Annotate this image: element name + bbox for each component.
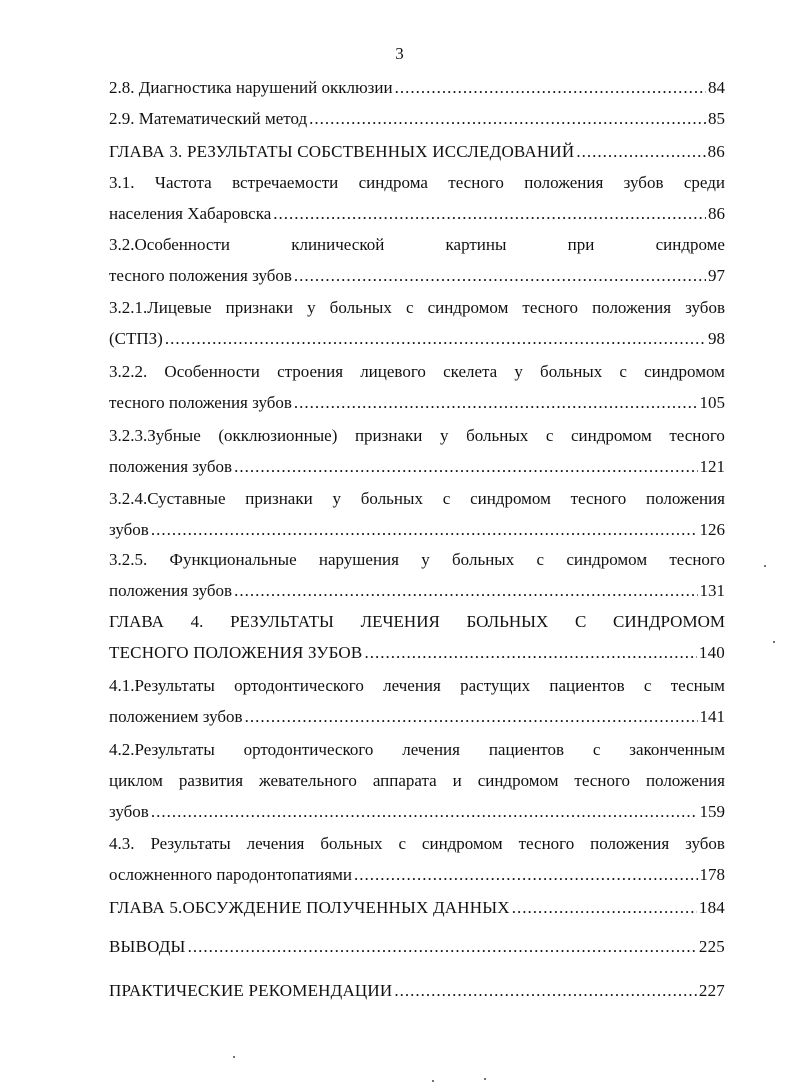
toc-entry: [109, 864, 725, 886]
toc-word: у: [332, 489, 341, 508]
toc-entry-title: (СТПЗ): [109, 329, 163, 348]
scan-speck: [432, 1080, 434, 1082]
toc-word: положения: [645, 489, 725, 508]
toc-entry-page: 141: [699, 707, 725, 726]
toc-entry-page: 131: [699, 581, 725, 600]
toc-entry-page: 178: [699, 865, 725, 884]
toc-entry: [109, 203, 725, 225]
toc-entry-title: положения зубов: [109, 457, 233, 476]
toc-word: синдромом: [470, 489, 551, 508]
toc-word: Особенности: [164, 362, 260, 381]
toc-line: [109, 675, 725, 697]
toc-entry: [109, 642, 725, 664]
toc-word: БОЛЬНЫХ: [466, 612, 549, 631]
dot-leader: [188, 936, 697, 958]
toc-word: синдромом: [477, 771, 559, 790]
toc-word: 3.1.: [109, 173, 135, 192]
toc-entry-page: 84: [708, 78, 725, 97]
toc-entry: [109, 980, 725, 1002]
toc-entry-page: 225: [698, 937, 725, 956]
toc-word: законченным: [629, 740, 725, 759]
scan-speck: [233, 1056, 235, 1058]
toc-entry: [109, 141, 725, 163]
toc-word: с: [405, 298, 414, 317]
toc-line: [109, 833, 725, 855]
toc-entry-page: 126: [699, 520, 725, 539]
toc-entry: [109, 265, 725, 287]
toc-word: 3.2.2.: [109, 362, 148, 381]
toc-word: 4.2.Результаты: [109, 740, 215, 759]
toc-word: с: [619, 362, 627, 381]
toc-entry: [109, 328, 725, 350]
toc-entry: [109, 801, 725, 823]
toc-word: ортодонтического: [234, 676, 364, 695]
toc-word: у: [514, 362, 523, 381]
toc-entry-title: ВЫВОДЫ: [109, 937, 186, 956]
toc-entry-page: 85: [708, 109, 725, 128]
toc-line: [109, 770, 725, 792]
toc-entry-title: положения зубов: [109, 581, 233, 600]
dot-leader: [354, 864, 698, 886]
toc-entry-page: 140: [698, 643, 725, 662]
toc-entry: [109, 456, 725, 478]
toc-word: больных: [320, 834, 383, 853]
page-number: 3: [395, 44, 404, 63]
toc-word: 4.3.: [109, 834, 135, 853]
toc-word: ортодонтического: [243, 740, 374, 759]
toc-word: признаки: [245, 489, 313, 508]
toc-word: ЛЕЧЕНИЯ: [360, 612, 440, 631]
toc-word: встречаемости: [232, 173, 339, 192]
toc-word: синдромом: [566, 550, 648, 569]
toc-word: у: [421, 550, 430, 569]
toc-word: лечения: [246, 834, 305, 853]
toc-word: С: [574, 612, 587, 631]
scan-speck: [764, 565, 766, 567]
toc-entry-title: населения Хабаровска: [109, 204, 272, 223]
toc-entry-page: 86: [707, 142, 725, 161]
toc-entry: [109, 706, 725, 728]
toc-word: 4.1.Результаты: [109, 676, 215, 695]
toc-word: циклом: [109, 771, 163, 790]
toc-word: клинической: [291, 235, 385, 254]
toc-entry: [109, 108, 725, 130]
toc-entry-title: осложненного пародонтопатиями: [109, 865, 352, 884]
toc-word: 3.2.1.Лицевые: [109, 298, 212, 317]
toc-word: синдрома: [358, 173, 428, 192]
toc-word: положения: [524, 173, 604, 192]
toc-entry-title: зубов: [109, 802, 149, 821]
toc-line: [109, 297, 725, 319]
toc-word: положения: [590, 834, 670, 853]
scan-speck: [773, 641, 775, 643]
toc-word: лечения: [402, 740, 460, 759]
toc-line: [109, 488, 725, 510]
toc-entry-title: тесного положения зубов: [109, 393, 292, 412]
toc-word: СИНДРОМОМ: [613, 612, 725, 631]
toc-word: тесного: [570, 489, 627, 508]
toc-word: синдромом: [570, 426, 652, 445]
toc-entry-title: 2.9. Математический метод: [109, 109, 308, 128]
toc-entry-page: 227: [698, 981, 725, 1000]
toc-word: у: [307, 298, 316, 317]
toc-word: у: [439, 426, 449, 445]
toc-word: нарушения: [318, 550, 399, 569]
toc-entry-title: ГЛАВА 5.ОБСУЖДЕНИЕ ПОЛУЧЕННЫХ ДАННЫХ: [109, 898, 510, 917]
toc-word: скелета: [443, 362, 498, 381]
toc-word: признаки: [354, 426, 423, 445]
toc-word: жевательного: [259, 771, 357, 790]
dot-leader: [151, 801, 698, 823]
toc-entry: [109, 392, 725, 414]
toc-entry-page: 86: [708, 204, 725, 223]
toc-word: больных: [452, 550, 515, 569]
dot-leader: [234, 456, 697, 478]
toc-word: положения: [592, 298, 672, 317]
toc-entry: [109, 936, 725, 958]
dot-leader: [273, 203, 706, 225]
toc-word: лечения: [383, 676, 441, 695]
toc-entry-title: зубов: [109, 520, 149, 539]
toc-entry-title: ГЛАВА 3. РЕЗУЛЬТАТЫ СОБСТВЕННЫХ ИССЛЕДОВАНИЙ: [109, 142, 575, 161]
toc-line: [109, 172, 725, 194]
toc-line: [109, 549, 725, 571]
toc-word: тесного: [448, 173, 504, 192]
toc-line: [109, 361, 725, 383]
toc-entry-title: тесного положения зубов: [109, 266, 292, 285]
toc-word: больных: [466, 426, 529, 445]
toc-word: 4.: [190, 612, 204, 631]
toc-word: лицевого: [360, 362, 426, 381]
toc-entry: [109, 77, 725, 99]
toc-word: положения: [645, 771, 725, 790]
toc-word: с: [592, 740, 601, 759]
toc-entry-page: 184: [698, 898, 725, 917]
toc-entry-page: 98: [708, 329, 725, 348]
toc-word: больных: [329, 298, 392, 317]
toc-word: развития: [178, 771, 244, 790]
toc-word: тесного: [574, 771, 630, 790]
toc-word: картины: [445, 235, 507, 254]
toc-word: среди: [683, 173, 725, 192]
dot-leader: [364, 642, 696, 664]
toc-line: [109, 234, 725, 256]
toc-word: зубов: [685, 298, 725, 317]
toc-word: 3.2.4.Суставные: [109, 489, 226, 508]
toc-line: [109, 611, 725, 633]
dot-leader: [294, 265, 706, 287]
toc-word: с: [398, 834, 406, 853]
toc-word: больных: [360, 489, 423, 508]
toc-entry: [109, 897, 725, 919]
toc-word: строения: [277, 362, 344, 381]
toc-word: 3.2.5.: [109, 550, 148, 569]
toc-line: [109, 425, 725, 447]
toc-word: признаки: [225, 298, 294, 317]
dot-leader: [234, 580, 697, 602]
toc-word: 3.2.3.Зубные: [109, 426, 201, 445]
toc-word: больных: [540, 362, 603, 381]
toc-word: синдромом: [644, 362, 725, 381]
toc-word: с: [536, 550, 545, 569]
toc-word: тесным: [670, 676, 725, 695]
dot-leader: [165, 328, 706, 350]
toc-word: Частота: [154, 173, 212, 192]
toc-entry-page: 97: [708, 266, 725, 285]
dot-leader: [151, 519, 698, 541]
toc-entry-page: 105: [699, 393, 725, 412]
dot-leader: [294, 392, 698, 414]
toc-word: пациентов: [488, 740, 565, 759]
dot-leader: [245, 706, 698, 728]
toc-entry-page: 121: [699, 457, 725, 476]
dot-leader: [394, 980, 697, 1002]
toc-word: тесного: [522, 298, 578, 317]
toc-word: синдроме: [655, 235, 725, 254]
toc-word: тесного: [669, 426, 725, 445]
dot-leader: [576, 141, 705, 163]
dot-leader: [309, 108, 706, 130]
toc-word: пациентов: [549, 676, 625, 695]
toc-word: растущих: [460, 676, 531, 695]
toc-word: с: [643, 676, 652, 695]
toc-word: зубов: [623, 173, 664, 192]
toc-entry: [109, 580, 725, 602]
scan-speck: [484, 1078, 486, 1080]
toc-word: тесного: [669, 550, 725, 569]
toc-line: [109, 739, 725, 761]
toc-word: тесного: [518, 834, 575, 853]
toc-word: и: [452, 771, 462, 790]
toc-entry: [109, 519, 725, 541]
toc-word: зубов: [685, 834, 725, 853]
toc-word: синдромом: [427, 298, 509, 317]
toc-word: РЕЗУЛЬТАТЫ: [230, 612, 334, 631]
toc-entry-title: 2.8. Диагностика нарушений окклюзии: [109, 78, 393, 97]
toc-word: Результаты: [150, 834, 231, 853]
toc-entry-page: 159: [699, 802, 725, 821]
toc-entry-title: ТЕСНОГО ПОЛОЖЕНИЯ ЗУБОВ: [109, 643, 363, 662]
toc-word: (окклюзионные): [218, 426, 338, 445]
toc-word: при: [567, 235, 595, 254]
toc-entry-title: ПРАКТИЧЕСКИЕ РЕКОМЕНДАЦИИ: [109, 981, 393, 1000]
toc-entry-title: положением зубов: [109, 707, 243, 726]
toc-word: аппарата: [372, 771, 437, 790]
toc-word: синдромом: [421, 834, 503, 853]
toc-word: ГЛАВА: [109, 612, 164, 631]
toc-word: 3.2.Особенности: [109, 235, 230, 254]
toc-word: с: [545, 426, 554, 445]
dot-leader: [512, 897, 697, 919]
toc-word: с: [442, 489, 451, 508]
toc-word: Функциональные: [169, 550, 297, 569]
dot-leader: [395, 77, 706, 99]
